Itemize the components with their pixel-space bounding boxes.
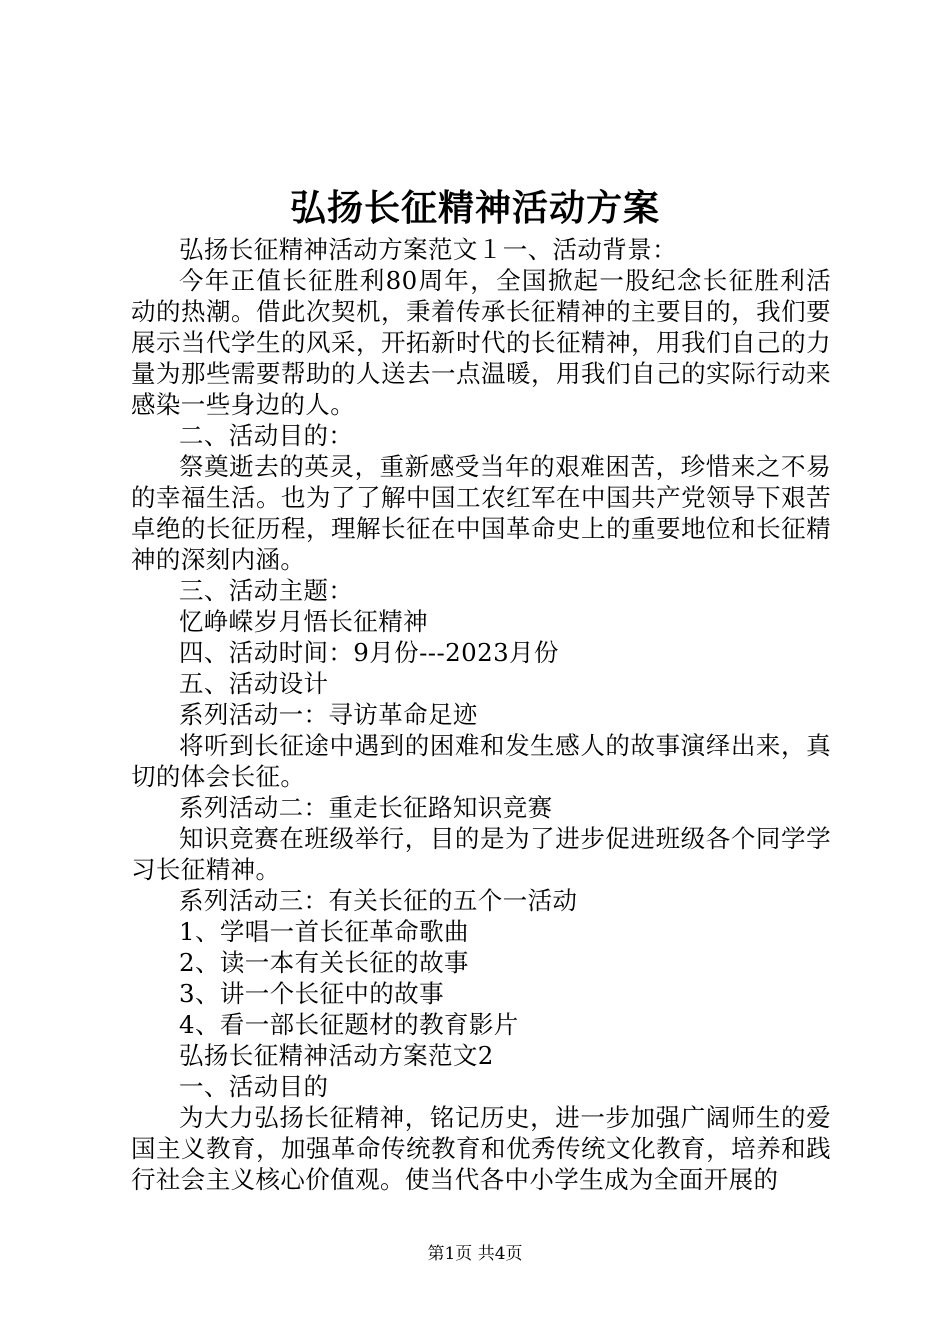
paragraph: 忆峥嵘岁月悟长征精神 bbox=[179, 607, 428, 636]
section-heading: 一、活动目的 bbox=[179, 1072, 329, 1101]
document-title: 弘扬长征精神活动方案 bbox=[289, 187, 660, 229]
paragraph: 祭奠逝去的英灵，重新感受当年的艰难困苦，珍惜来之不易的幸福生活。也为了了解中国工农红军在中国共产党领导下艰苦卓绝的长征历程，理解长征在中国革命史上的重要地位和长征精神的深刻内涵。 bbox=[131, 452, 831, 574]
list-item: 4、看一部长征题材的教育影片 bbox=[179, 1010, 519, 1039]
paragraph: 弘扬长征精神活动方案范文１一、活动背景： bbox=[179, 235, 677, 264]
list-item: 2、读一本有关长征的故事 bbox=[179, 948, 469, 977]
list-item: 1、学唱一首长征革命歌曲 bbox=[179, 917, 469, 946]
section-heading: 三、活动主题： bbox=[179, 576, 354, 605]
paragraph: 今年正值长征胜利80周年，全国掀起一股纪念长征胜利活动的热潮。借此次契机，秉着传承长征精神的主要目的，我们要展示当代学生的风采，开拓新时代的长征精神，用我们自己的力量为那些需要帮助的人送去一点温暖，用我们自己的实际行动来感染一些身边的人。 bbox=[131, 266, 831, 419]
paragraph: 知识竞赛在班级举行，目的是为了进步促进班级各个同学学习长征精神。 bbox=[131, 824, 831, 884]
paragraph: 将听到长征途中遇到的困难和发生感人的故事演绎出来，真切的体会长征。 bbox=[131, 731, 831, 791]
list-item: 3、讲一个长征中的故事 bbox=[179, 979, 444, 1008]
subsection-heading: 系列活动一：寻访革命足迹 bbox=[179, 700, 478, 729]
paragraph: 为大力弘扬长征精神，铭记历史，进一步加强广阔师生的爱国主义教育，加强革命传统教育和优秀传统文化教育，培养和践行社会主义核心价值观。使当代各中小学生成为全面开展的 bbox=[131, 1103, 831, 1194]
subsection-heading: 系列活动二：重走长征路知识竞赛 bbox=[179, 793, 553, 822]
section-heading: 二、活动目的： bbox=[179, 421, 354, 450]
section-heading: 四、活动时间：9月份---2023月份 bbox=[179, 638, 559, 667]
section-heading: 五、活动设计 bbox=[179, 669, 329, 698]
page-footer: 第1页 共4页 bbox=[427, 1244, 523, 1264]
document-body bbox=[131, 234, 831, 1195]
subsection-heading: 系列活动三：有关长征的五个一活动 bbox=[179, 886, 578, 915]
section-heading: 弘扬长征精神活动方案范文2 bbox=[179, 1041, 494, 1070]
